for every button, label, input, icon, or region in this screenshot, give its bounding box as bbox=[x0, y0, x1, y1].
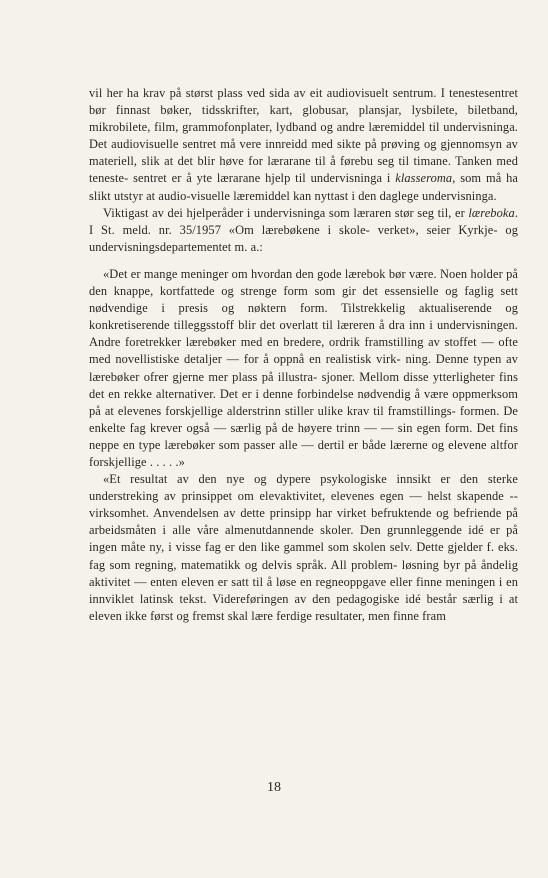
quote-paragraph-1 bbox=[89, 266, 518, 471]
quote-paragraph-2 bbox=[89, 471, 518, 625]
text-line: sjoner. Mellom disse ytterligheter fins det en rekke alternativer. bbox=[89, 369, 518, 401]
text-line: undervisninga. bbox=[422, 188, 497, 203]
text-line: formen. De enkelte fag krever også — særlig på de høyere trinn — bbox=[89, 403, 518, 435]
text-line: «Et resultat av den nye og dypere psykologiske innsikt er den bbox=[103, 472, 479, 487]
text-line: som gir det essensielle og faglig sett nødvendige i presis og nøktern bbox=[89, 284, 519, 316]
text-line: løsning byr på åndelig aktivitet — enten eleven er satt til å løse bbox=[89, 557, 519, 589]
text-line: ha slikt utstyr at audio-visuelle læremiddel kan nyttast i den daglege bbox=[89, 171, 518, 203]
text-line: Videreføringen av den pedagogiske idé består særlig i at eleven bbox=[89, 591, 519, 623]
body-text bbox=[89, 85, 518, 625]
text-line: ikke først og fremst skal lære ferdige resultater, men finne fram bbox=[125, 608, 446, 623]
text-line: — ofte med novellistiske detaljer — for å oppnå en realistisk virk- bbox=[89, 335, 518, 367]
text-line: elevenes forskjellige alderstrinn stiller ulike krav til framstillings- bbox=[117, 403, 456, 418]
text-line: sterke understreking av prinsippet om elevaktivitet, elevenes egen bbox=[89, 472, 518, 504]
text-line: blir høve for lærarane til å førebu seg til timane. Tanken med teneste- bbox=[89, 154, 519, 186]
text-line: andre læremiddel til undervisninga. Det audiovisuelle sentret må vere bbox=[89, 120, 518, 152]
text-line: I tenestesentret bør finnast bøker, tidsskrifter, kart, globusar, plansjar, bbox=[89, 86, 518, 118]
text-line: ning. Denne typen av lærebøker ofrer gjerne mer plass på illustra- bbox=[89, 352, 518, 384]
text-line: sentret er å yte lærarane hjelp til undervisninga i klasseroma, som må bbox=[133, 171, 502, 186]
text-line: f. eks. fag som regning, matematikk og delvis språk. All problem- bbox=[89, 540, 518, 572]
text-line: form. Tilstrekkelig aktualiserende og konkretiserende tilleggsstoff bbox=[89, 301, 518, 333]
text-line: «Det er mange meninger om hvordan den gode lærebok bør bbox=[103, 266, 406, 281]
text-line: til, er læreboka. I St. meld. nr. 35/1957 «Om lærebøkene i skole- bbox=[89, 205, 519, 237]
text-line: Det er i denne forbindelse nødvendig å være oppmerksom på at bbox=[89, 386, 518, 418]
text-line: foretrekker lærebøker med en bredere, ordrik framstilling av stoffet bbox=[125, 335, 477, 350]
text-line: verket», seier Kyrkje- og undervisningsdepartementet m. a.: bbox=[89, 222, 518, 254]
text-line: Viktigast av dei hjelperåder i undervisninga som læraren stør seg bbox=[103, 205, 435, 220]
text-line: alle — dertil er både lærerne og elevene altfor forskjellige . . . . .» bbox=[89, 437, 518, 469]
text-line: ny, i visse fag er den like gammel som skolen selv. Dette gjelder bbox=[149, 540, 483, 555]
text-line: har virket befruktende og befriende på arbeidsmåten i alle våre bbox=[89, 506, 519, 538]
text-line: en regneoppgave eller finne meningen i en innviklet latinsk tekst. bbox=[89, 574, 518, 606]
text-line: lysbilete, biletband, mikrobilete, film, grammofonplater, lydband og bbox=[89, 103, 518, 135]
text-line: — helst skapende -- virksomhet. Anvendelsen av dette prinsipp bbox=[89, 489, 518, 521]
text-line: innreidd med sikte på prøving og gjennomsyn av materiell, slik at det bbox=[89, 137, 518, 169]
text-line: vil her ha krav på størst plass ved sida av eit audiovisuelt sentrum. bbox=[89, 86, 437, 100]
text-line: være. Noen holder på den knappe, kortfattede og strenge form bbox=[89, 266, 519, 299]
text-line: blir det overlatt til læreren å dra inn i undervisningen. Andre bbox=[89, 318, 518, 350]
page-number: 18 bbox=[267, 780, 281, 795]
text-line: almenutdannende skoler. Den grunnleggende idé er på ingen måte bbox=[89, 523, 519, 555]
text-line: — sin egen form. Det fins neppe en type lærebøker som passer bbox=[89, 420, 519, 452]
paragraph-audiovisual-centre bbox=[89, 85, 518, 205]
paragraph-textbook-intro bbox=[89, 205, 518, 256]
